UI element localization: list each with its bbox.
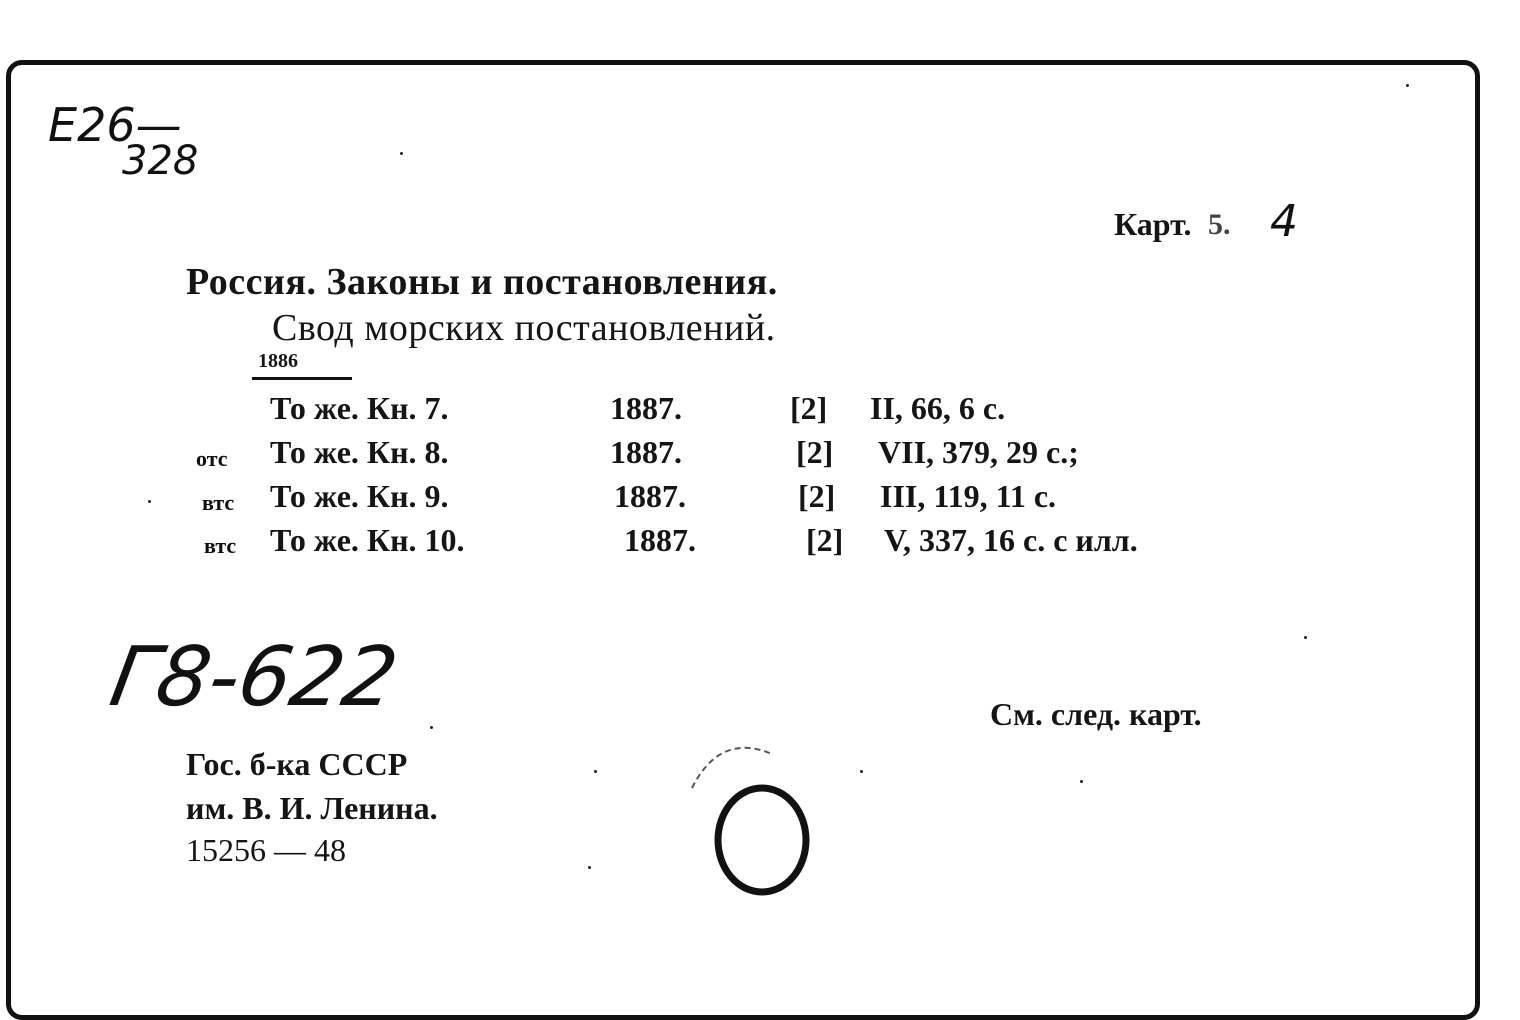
speck (588, 866, 591, 869)
entry-mark: втс (204, 533, 237, 558)
entry-bracket: [2] (790, 390, 828, 426)
see-next-card: См. след. карт. (990, 696, 1202, 732)
entry-year: 1887. (614, 478, 686, 514)
entry-mark: отс (196, 446, 228, 471)
speck (594, 770, 597, 773)
call-number-line2: 328 (122, 138, 199, 184)
entry-desc: II, 66, 6 с. (870, 390, 1006, 426)
speck (400, 152, 403, 155)
entry-desc: VII, 379, 29 с.; (878, 434, 1079, 470)
library-line3: 15256 — 48 (186, 832, 346, 868)
entry-year: 1887. (624, 522, 696, 558)
entry-bracket: [2] (806, 522, 844, 558)
heading-title: Свод морских постановлений. (272, 307, 776, 349)
entry-bracket: [2] (796, 434, 834, 470)
heading-main: Россия. Законы и постановления. (186, 261, 778, 303)
entry-desc: III, 119, 11 с. (880, 478, 1057, 514)
year-mark: 1886 (258, 350, 298, 372)
speck (430, 726, 433, 729)
call-number-line1: E26— (48, 98, 182, 152)
speck (1304, 636, 1307, 639)
entry-desc: V, 337, 16 с. с илл. (884, 522, 1138, 558)
punch-hole (680, 736, 830, 906)
entry-year: 1887. (610, 390, 682, 426)
speck (148, 500, 151, 503)
entry-mark: втс (202, 490, 235, 515)
handwritten-code: Г8-622 (103, 630, 405, 725)
entry-text: То же. Кн. 7. (270, 390, 449, 426)
speck (1080, 780, 1083, 783)
card-number-label: Карт. (1114, 206, 1192, 242)
library-line1: Гос. б-ка СССР (186, 746, 408, 782)
entry-text: То же. Кн. 9. (270, 478, 449, 514)
speck (860, 770, 863, 773)
entry-bracket: [2] (798, 478, 836, 514)
speck (1406, 84, 1409, 87)
entry-text: То же. Кн. 8. (270, 434, 449, 470)
card-number-value: 5. (1208, 208, 1231, 241)
library-line2: им. В. И. Ленина. (186, 790, 438, 826)
year-underline (252, 377, 352, 380)
entry-year: 1887. (610, 434, 682, 470)
card-number-handwritten: 4 (1270, 196, 1298, 247)
entry-text: То же. Кн. 10. (270, 522, 465, 558)
